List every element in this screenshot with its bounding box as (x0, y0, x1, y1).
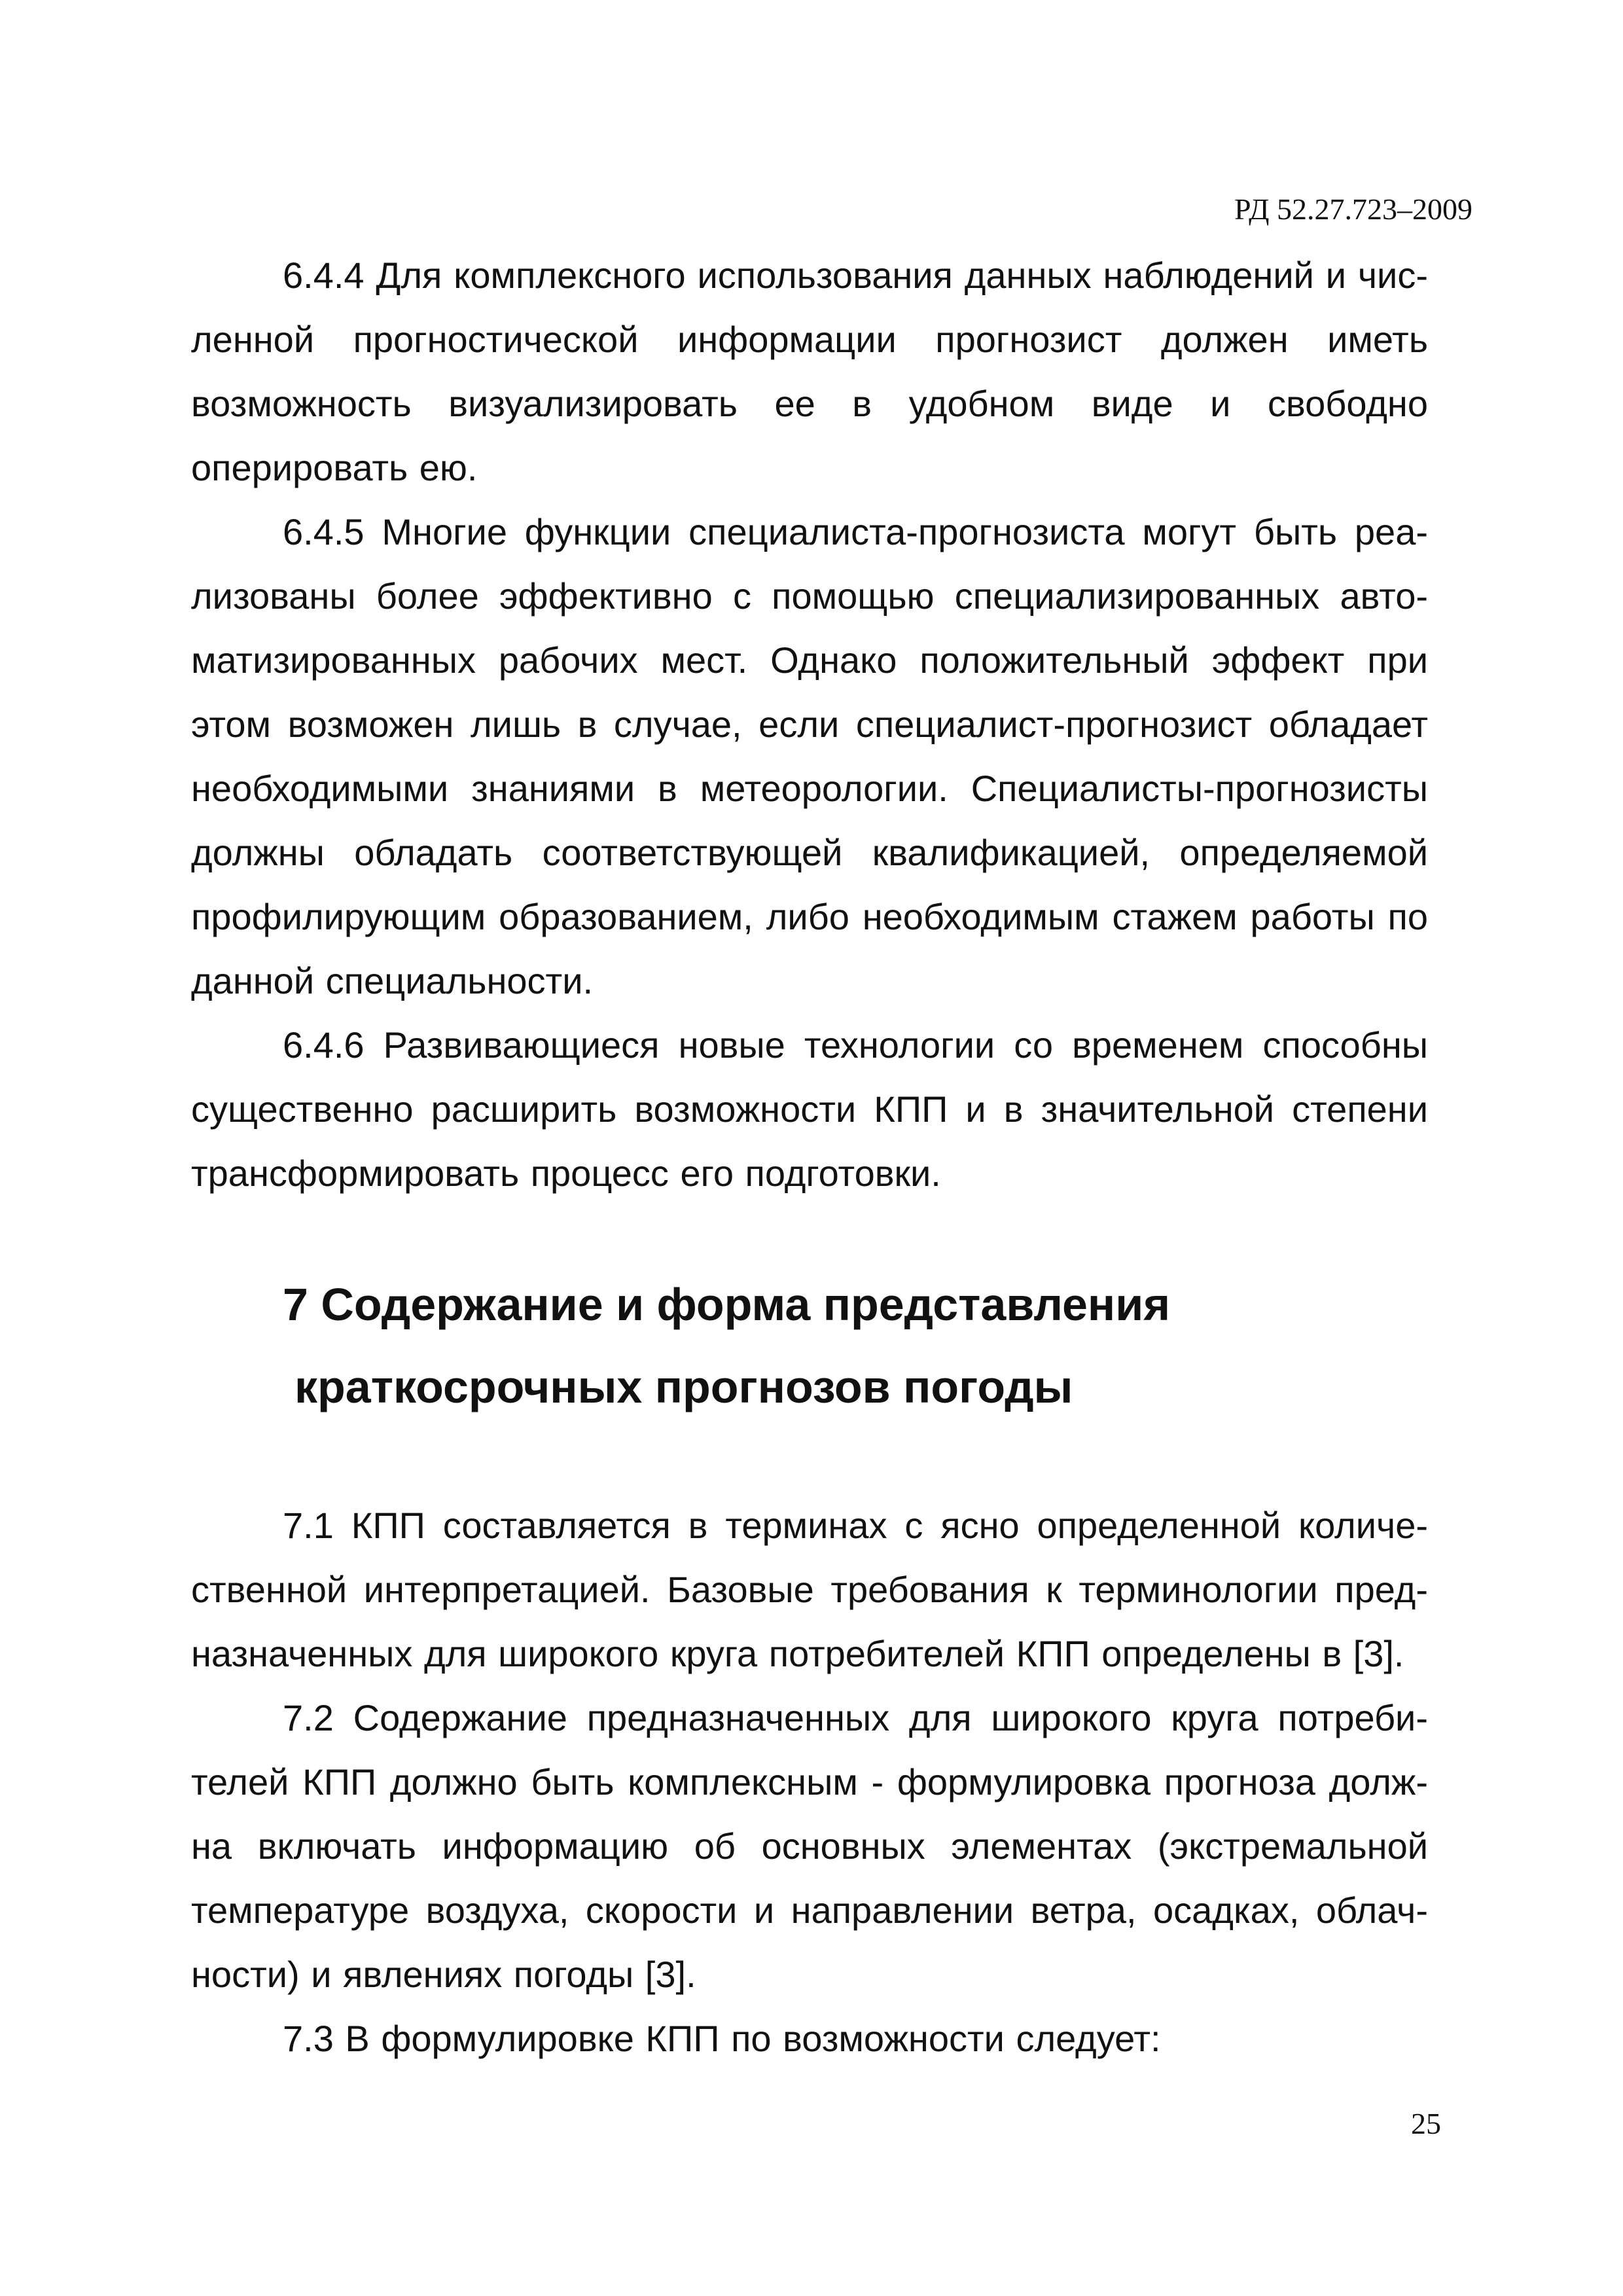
paragraph-6-4-4: 6.4.4 Для комплексного использования данных наблюдений и численной прогностической информации прогнозист должен иметь возможность визуализировать ее в удобном виде и свободно оперировать ею. (191, 255, 1428, 488)
section-heading (191, 1263, 1428, 1428)
paragraph-7-2: 7.2 Содержание предназначенных для широкого круга потребителей КПП должно быть комплексным - формулировка прогноза должна включать информацию об основных элементах (экстремальной температуре воздуха, скорости и направлении ветра, осадках, облачности) и явлениях погоды [3]. (191, 1697, 1428, 1995)
paragraph-7-3: 7.3 В формулировке КПП по возможности следует: (283, 2018, 1161, 2059)
page-body (191, 243, 1428, 2071)
paragraph-7-1: 7.1 КПП составляется в терминах с ясно определенной количественной интерпретацией. Базовые требования к терминологии предназначенных для широкого круга потребителей КПП определены в [3]. (191, 1505, 1428, 1674)
paragraph-6-4-6: 6.4.6 Развивающиеся новые технологии со временем способны существенно расширить возможности КПП и в значительной степени трансформировать процесс его подготовки. (191, 1024, 1428, 1194)
section-heading-line-2: краткосрочных прогнозов погоды (294, 1361, 1073, 1412)
paragraph-6-4-5: 6.4.5 Многие функции специалиста-прогнозиста могут быть реализованы более эффективно с помощью специализированных автоматизированных рабочих мест. Однако положительный эффект при этом возможен лишь в случае, если специалист-прогнозист обладает необходимыми знаниями в метеорологии. Специалисты-прогнозисты должны обладать соответствующей квалификацией, определяемой профилирующим образованием, либо необходимым стажем работы по данной специальности. (191, 511, 1428, 1001)
page-number: 25 (1411, 2107, 1441, 2140)
section-heading-line-1: 7 Содержание и форма представления (283, 1279, 1171, 1330)
document-code: РД 52.27.723–2009 (1234, 192, 1472, 226)
